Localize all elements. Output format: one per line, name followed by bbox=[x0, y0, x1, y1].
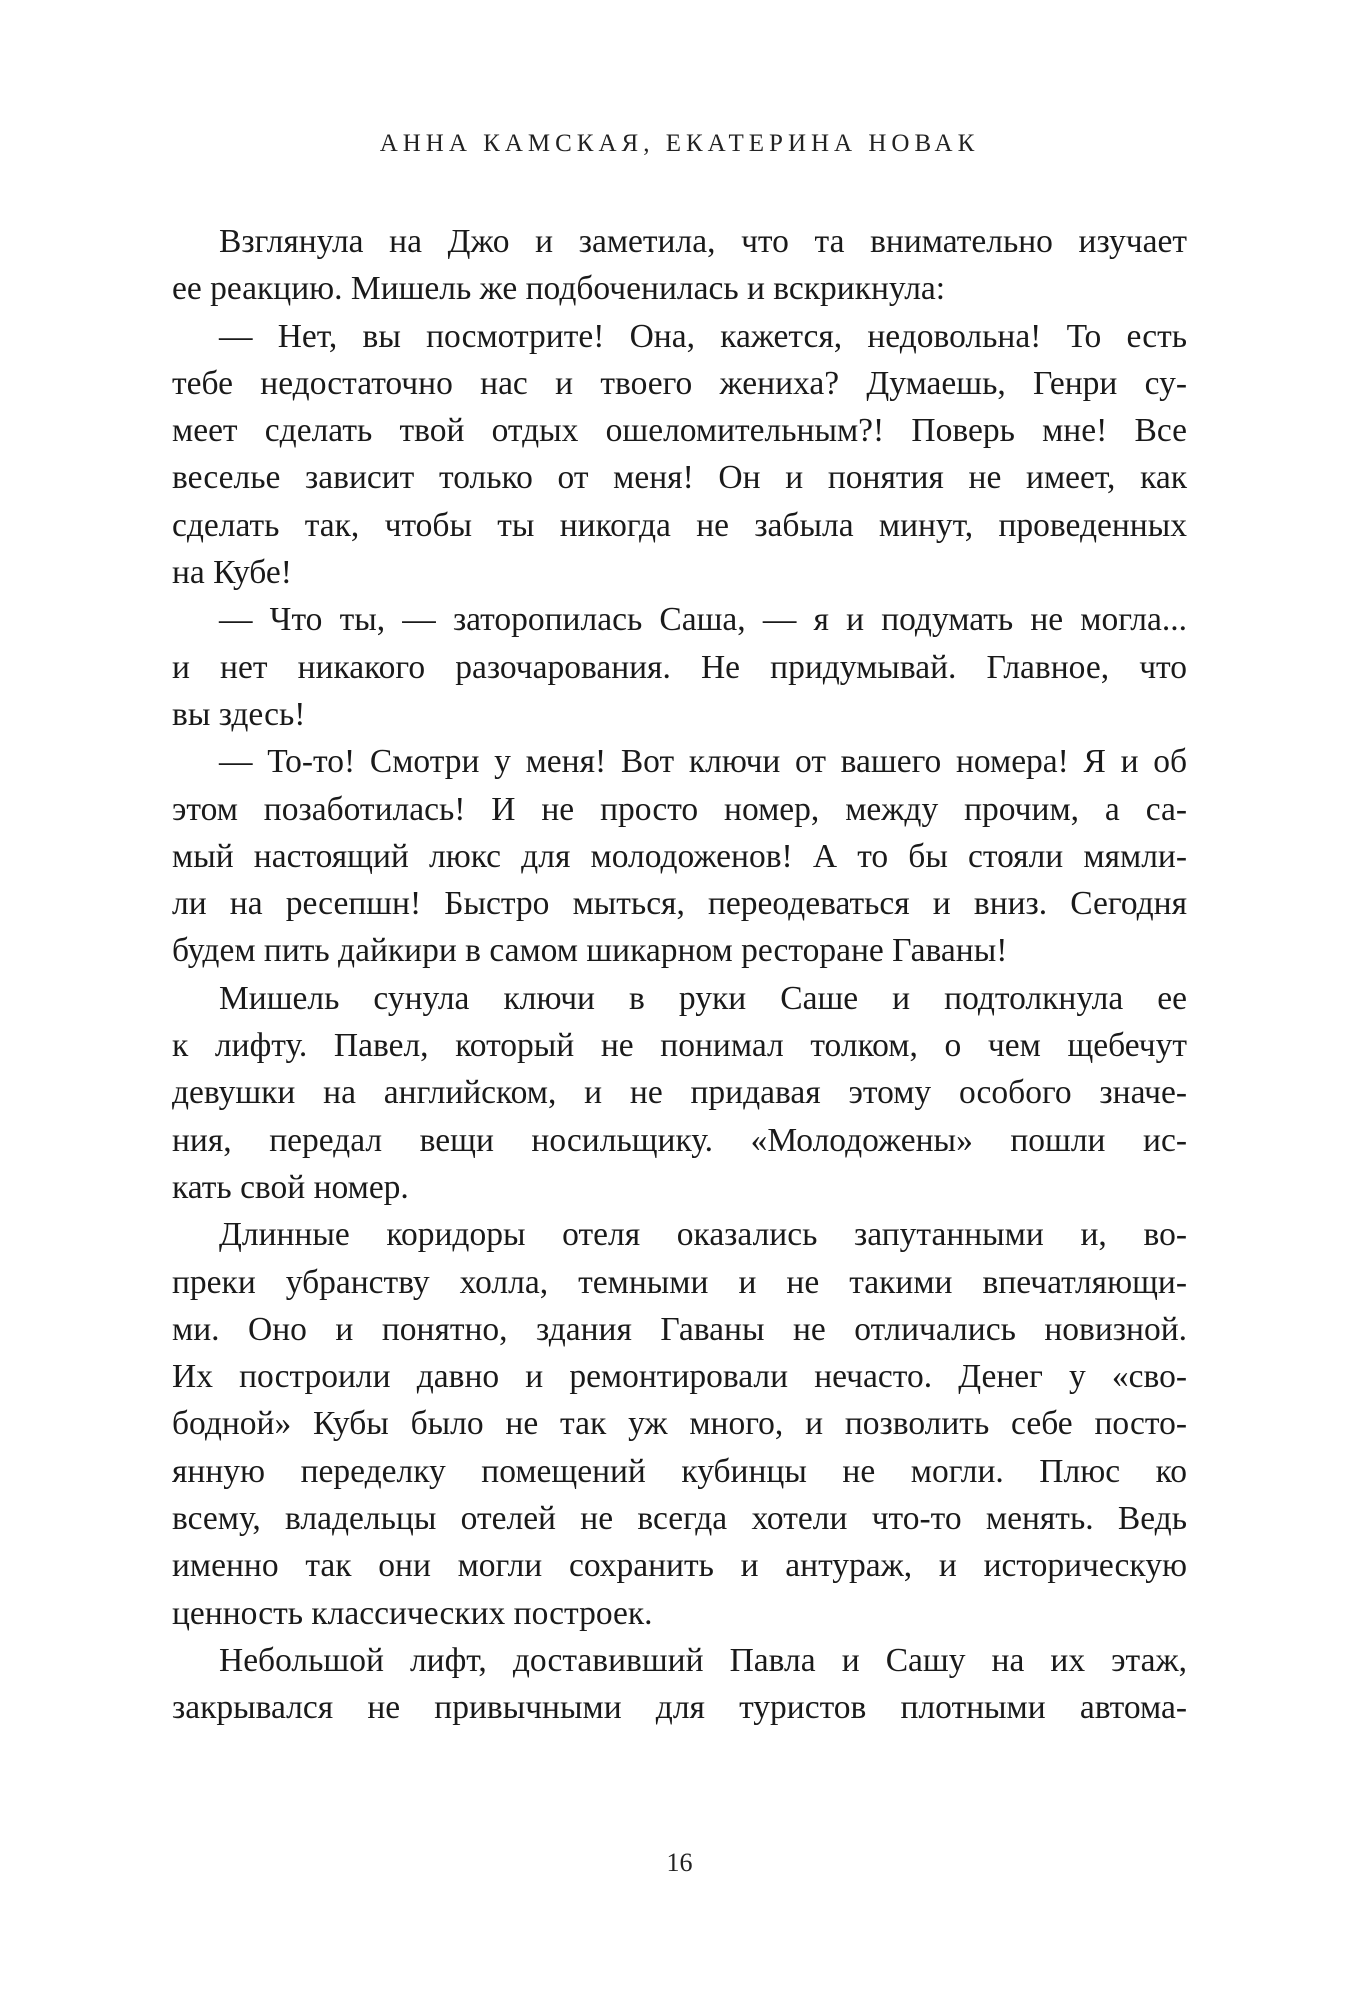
text-line: ее реакцию. Мишель же подбоченилась и вскрикнула: bbox=[172, 270, 946, 308]
text-line: — Нет, вы посмотрите! Она, кажется, недовольна! То есть bbox=[219, 317, 1187, 355]
text-line: тебе недостаточно нас и твоего жениха? Думаешь, Генри су- bbox=[172, 364, 1187, 402]
text-line: закрывался не привычными для туристов плотными автома- bbox=[172, 1689, 1187, 1727]
text-line: Длинные коридоры отеля оказались запутанными и, во- bbox=[219, 1216, 1187, 1254]
text-line: бодной» Кубы было не так уж много, и позволить себе посто- bbox=[172, 1405, 1187, 1443]
text-line: и нет никакого разочарования. Не придумывай. Главное, что bbox=[172, 648, 1187, 686]
text-line: вы здесь! bbox=[172, 695, 306, 733]
text-line: ли на ресепшн! Быстро мыться, переодеваться и вниз. Сегодня bbox=[172, 885, 1187, 923]
running-header: АННА КАМСКАЯ, ЕКАТЕРИНА НОВАК bbox=[379, 130, 980, 157]
text-line: Мишель сунула ключи в руки Саше и подтолкнула ее bbox=[219, 979, 1187, 1017]
text-line: Небольшой лифт, доставивший Павла и Сашу на их этаж, bbox=[219, 1641, 1187, 1679]
text-line: на Кубе! bbox=[172, 554, 292, 592]
text-line: ми. Оно и понятно, здания Гаваны не отличались новизной. bbox=[172, 1310, 1187, 1348]
text-line: ценность классических построек. bbox=[172, 1594, 653, 1632]
text-line: Взглянула на Джо и заметила, что та внимательно изучает bbox=[219, 223, 1187, 260]
text-line: ния, передал вещи носильщику. «Молодожены» пошли ис- bbox=[172, 1121, 1187, 1159]
text-line: всему, владельцы отелей не всегда хотели что-то менять. Ведь bbox=[172, 1500, 1187, 1538]
text-line: — Что ты, — заторопилась Саша, — я и подумать не могла... bbox=[219, 601, 1187, 639]
text-line: к лифту. Павел, который не понимал толком, о чем щебечут bbox=[172, 1027, 1187, 1065]
text-line: девушки на английском, и не придавая этому особого значе- bbox=[172, 1074, 1187, 1112]
text-line: мый настоящий люкс для молодоженов! А то бы стояли мямли- bbox=[172, 837, 1187, 875]
text-line: веселье зависит только от меня! Он и понятия не имеет, как bbox=[172, 459, 1187, 497]
text-line: будем пить дайкири в самом шикарном ресторане Гаваны! bbox=[172, 932, 1008, 970]
text-line: янную переделку помещений кубинцы не могли. Плюс ко bbox=[172, 1452, 1187, 1490]
page-number: 16 bbox=[666, 1848, 693, 1877]
text-line: кать свой номер. bbox=[172, 1168, 409, 1206]
text-line: меет сделать твой отдых ошеломительным?! Поверь мне! Все bbox=[172, 412, 1187, 450]
text-line: — То-то! Смотри у меня! Вот ключи от вашего номера! Я и об bbox=[219, 743, 1187, 781]
text-line: сделать так, чтобы ты никогда не забыла минут, проведенных bbox=[172, 506, 1187, 544]
text-line: преки убранству холла, темными и не такими впечатляющи- bbox=[172, 1263, 1187, 1301]
text-line: этом позаботилась! И не просто номер, между прочим, а са- bbox=[172, 790, 1187, 828]
text-line: именно так они могли сохранить и антураж, и историческую bbox=[172, 1547, 1187, 1585]
text-line: Их построили давно и ремонтировали нечасто. Денег у «сво- bbox=[172, 1358, 1187, 1396]
body-text bbox=[172, 218, 1187, 1732]
